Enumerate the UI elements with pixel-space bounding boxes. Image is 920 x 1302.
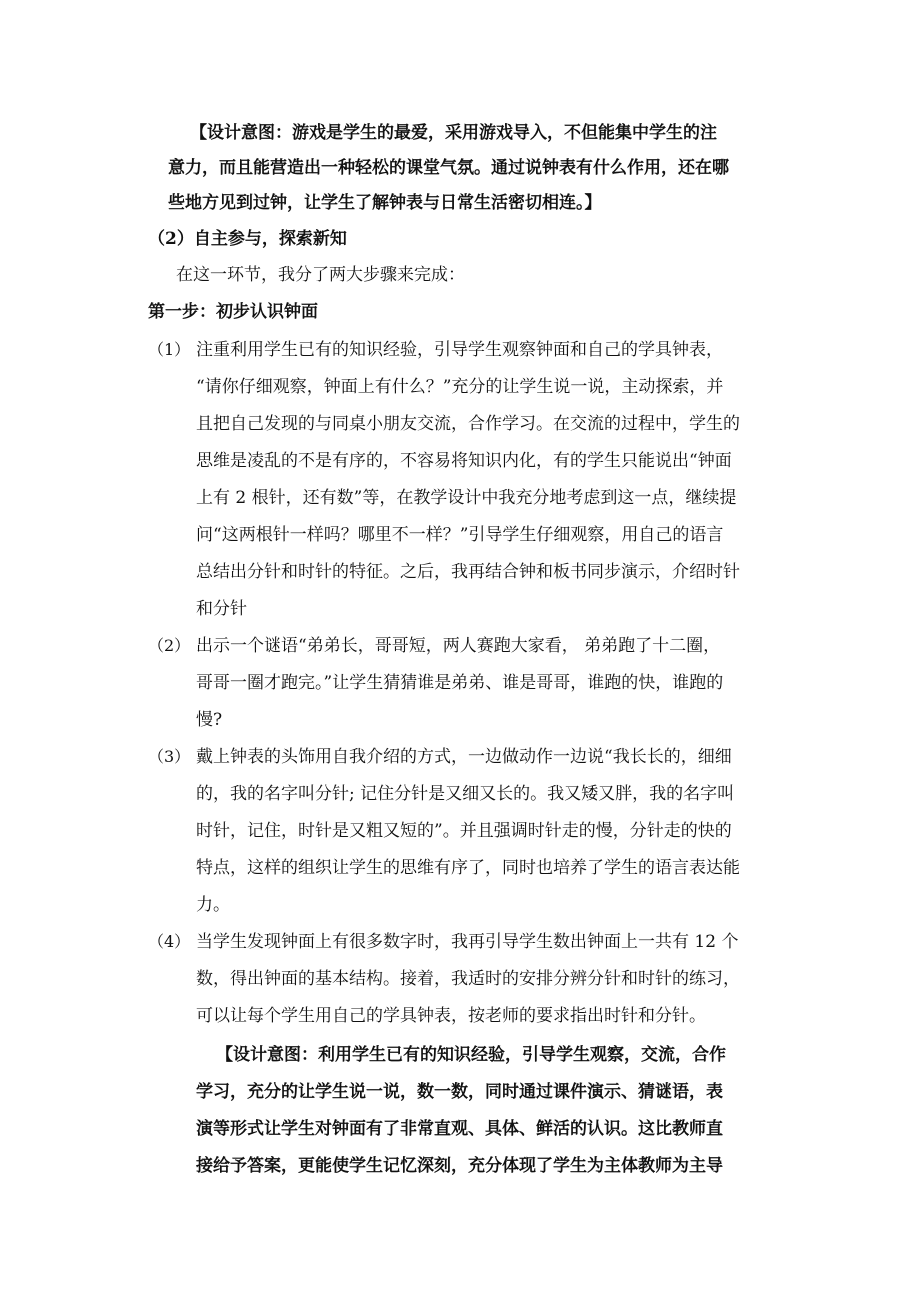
design-intent-1-line-3: 些地方见到过钟，让学生了解钟表与日常生活密切相连。】	[168, 193, 602, 213]
list-item-1-line-1: 注重利用学生已有的知识经验，引导学生观察钟面和自己的学具钟表，	[196, 340, 723, 360]
list-item-3-line-4: 特点，这样的组织让学生的思维有序了，同时也培养了学生的语言表达能	[196, 858, 740, 878]
design-intent-2-line-3: 演等形式让学生对钟面有了非常直观、具体、鲜活的认识。这比教师直	[196, 1119, 723, 1139]
design-intent-2-line-1: 【设计意图：利用学生已有的知识经验，引导学生观察，交流，合作	[216, 1045, 726, 1065]
list-item-3-number: （3）	[148, 747, 191, 766]
list-item-2-number: （2）	[148, 636, 191, 655]
list-item-3-line-3: 时针，记住，时针是又粗又短的”。并且强调时针走的慢，分针走的快的	[196, 821, 732, 841]
list-item-1-line-2: “请你仔细观察，钟面上有什么？”充分的让学生说一说，主动探索，并	[196, 377, 724, 397]
section-2-heading: （2）自主参与，探索新知	[148, 229, 347, 249]
list-item-3-line-1: 戴上钟表的头饰用自我介绍的方式，一边做动作一边说“我长长的，细细	[196, 747, 732, 767]
design-intent-1-line-2: 意力，而且能营造出一种轻松的课堂气氛。通过说钟表有什么作用，还在哪	[168, 158, 729, 178]
design-intent-2-line-4: 接给予答案，更能使学生记忆深刻，充分体现了学生为主体教师为主导	[196, 1156, 723, 1176]
list-item-1-number: （1）	[148, 340, 191, 359]
list-item-3-line-5: 力。	[196, 895, 230, 915]
design-intent-2-line-2: 学习，充分的让学生说一说，数一数，同时通过课件演示、猜谜语，表	[196, 1082, 723, 1102]
list-item-4-line-2: 数，得出钟面的基本结构。接着，我适时的安排分辨分针和时针的练习，	[196, 969, 740, 989]
list-item-4-number: （4）	[148, 932, 191, 951]
list-item-1-line-8: 和分针	[196, 599, 247, 619]
list-item-2-line-2: 哥哥一圈才跑完。”让学生猜猜谁是弟弟、谁是哥哥，谁跑的快，谁跑的	[196, 673, 724, 693]
design-intent-1-line-1: 【设计意图：游戏是学生的最爱，采用游戏导入，不但能集中学生的注	[190, 123, 717, 143]
list-item-3-line-2: 的，我的名字叫分针; 记住分针是又细又长的。我又矮又胖，我的名字叫	[196, 784, 735, 804]
list-item-1-line-4: 思维是凌乱的不是有序的，不容易将知识内化，有的学生只能说出“钟面	[196, 451, 732, 471]
list-item-1-line-6: 问“这两根针一样吗？哪里不一样？”引导学生仔细观察，用自己的语言	[196, 525, 724, 545]
list-item-4-line-1: 当学生发现钟面上有很多数字时，我再引导学生数出钟面上一共有 12 个	[196, 932, 739, 952]
list-item-1-line-3: 且把自己发现的与同桌小朋友交流，合作学习。在交流的过程中，学生的	[196, 414, 740, 434]
list-item-1-line-5: 上有 2 根针，还有数”等，在教学设计中我充分地考虑到这一点，继续提	[196, 488, 737, 508]
list-item-2-line-3: 慢?	[196, 710, 223, 730]
step-1-heading: 第一步：初步认识钟面	[148, 302, 318, 322]
list-item-1-line-7: 总结出分针和时针的特征。之后，我再结合钟和板书同步演示，介绍时针	[196, 562, 740, 582]
list-item-4-line-3: 可以让每个学生用自己的学具钟表，按老师的要求指出时针和分针。	[196, 1006, 706, 1026]
section-2-intro: 在这一环节，我分了两大步骤来完成：	[176, 265, 465, 285]
list-item-2-line-1: 出示一个谜语“弟弟长，哥哥短，两人赛跑大家看， 弟弟跑了十二圈，	[196, 636, 721, 656]
